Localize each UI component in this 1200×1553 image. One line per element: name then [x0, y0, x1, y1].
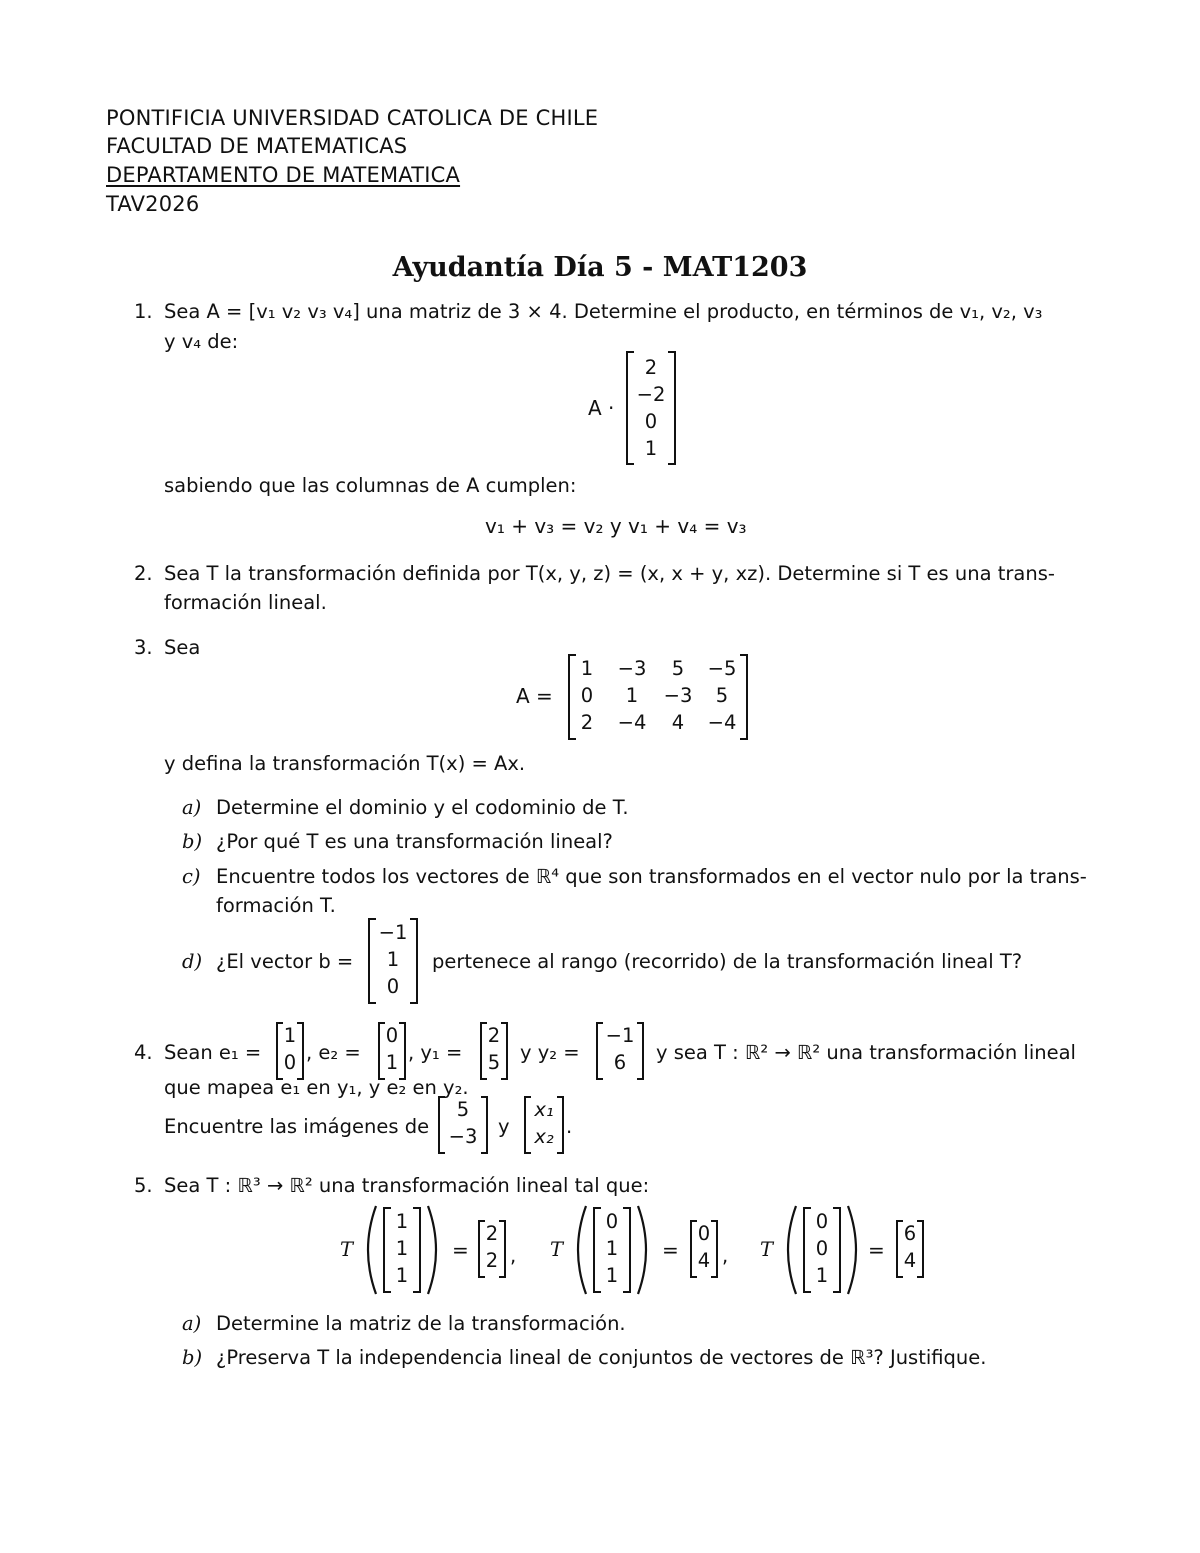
matrix-entry: x₁ [534, 1098, 554, 1121]
matrix-entry: 0 [580, 684, 594, 707]
matrix-entry: 4 [903, 1249, 917, 1272]
input-vector-3 [784, 1204, 860, 1296]
problem-4-number: 4. [134, 1041, 153, 1064]
problem-2-line1: Sea T la transformación definida por T(x, y, z) = (x, x + y, xz). Determine si T es una trans- [164, 562, 1055, 585]
problem-3-intro: Sea [164, 636, 201, 659]
problem-1-line2: y v₄ de: [164, 330, 239, 353]
matrix-entry: 1 [386, 948, 400, 971]
e2-vector [378, 1022, 406, 1080]
matrix-entry: −3 [617, 657, 647, 680]
item-3a-text: Determine el dominio y el codominio de T. [216, 796, 629, 819]
matrix-entry: 6 [903, 1222, 917, 1245]
problem-4-sean: Sean e₁ = [164, 1041, 262, 1064]
item-3b-text: ¿Por qué T es una transformación lineal? [216, 830, 613, 853]
item-5b-label: b) [182, 1346, 203, 1369]
matrix-entry: 2 [485, 1222, 499, 1245]
matrix-entry: 0 [644, 410, 658, 433]
matrix-entry: 2 [644, 356, 658, 379]
matrix-entry: 1 [605, 1237, 619, 1260]
matrix-entry: 0 [385, 1024, 399, 1047]
problem-4-line3: Encuentre las imágenes de [164, 1115, 430, 1138]
y2-vector [596, 1022, 644, 1080]
page-title: Ayudantía Día 5 - MAT1203 [392, 252, 808, 283]
problem-3-define: y defina la transformación T(x) = Ax. [164, 752, 526, 775]
input-vector-1 [364, 1204, 440, 1296]
matrix-entry: 2 [485, 1249, 499, 1272]
matrix-entry: 4 [697, 1249, 711, 1272]
problem-1-A-dot: A · [588, 396, 615, 420]
matrix-entry: 1 [580, 657, 594, 680]
matrix-entry: 1 [385, 1051, 399, 1074]
problem-4-tail: y sea T : ℝ² → ℝ² una transformación lineal [656, 1041, 1076, 1064]
problem-5-line1: Sea T : ℝ³ → ℝ² una transformación lineal tal que: [164, 1174, 650, 1197]
matrix-entry: 1 [625, 684, 639, 707]
image-vector-2 [524, 1096, 564, 1154]
matrix-entry: 5 [456, 1098, 470, 1121]
e2-label: , e₂ = [306, 1041, 361, 1064]
problem-2-number: 2. [134, 562, 153, 585]
y1-vector [480, 1022, 508, 1080]
item-3d-post: pertenece al rango (recorrido) de la transformación lineal T? [432, 950, 1023, 973]
matrix-entry: 0 [605, 1210, 619, 1233]
comma-1: , [510, 1244, 517, 1267]
matrix-entry: 1 [283, 1024, 297, 1047]
item-3c-text1: Encuentre todos los vectores de ℝ⁴ que son transformados en el vector nulo por la trans- [216, 865, 1087, 888]
comma-2: , [722, 1244, 729, 1267]
equals-1: = [452, 1238, 469, 1262]
matrix-entry: 0 [815, 1210, 829, 1233]
matrix-entry: 5 [671, 657, 685, 680]
matrix-entry: −5 [707, 657, 737, 680]
problem-5-number: 5. [134, 1174, 153, 1197]
problem-4-line2: que mapea e₁ en y₁, y e₂ en y₂. [164, 1076, 469, 1099]
matrix-entry: 5 [715, 684, 729, 707]
matrix-entry: −4 [617, 711, 647, 734]
problem-1-line3: sabiendo que las columnas de A cumplen: [164, 474, 577, 497]
item-5a-text: Determine la matriz de la transformación. [216, 1312, 626, 1335]
input-vector-2 [574, 1204, 650, 1296]
matrix-entry: 6 [613, 1051, 627, 1074]
matrix-entry: −4 [707, 711, 737, 734]
equals-3: = [868, 1238, 885, 1262]
image-vector-1 [438, 1096, 488, 1154]
university-name: PONTIFICIA UNIVERSIDAD CATOLICA DE CHILE [106, 106, 599, 130]
matrix-entry: −3 [448, 1125, 478, 1148]
problem-1-vector [626, 351, 676, 465]
item-3d-vector [368, 918, 418, 1004]
item-5b-text: ¿Preserva T la independencia lineal de conjuntos de vectores de ℝ³? Justifique. [216, 1346, 987, 1369]
problem-4-y-word: y [498, 1115, 510, 1138]
matrix-entry: 1 [644, 437, 658, 460]
output-vector-2 [690, 1220, 718, 1278]
matrix-entry: −1 [605, 1024, 635, 1047]
item-5a-label: a) [182, 1312, 202, 1335]
matrix-entry: 1 [395, 1210, 409, 1233]
matrix-entry: 1 [605, 1264, 619, 1287]
item-3d-label: d) [182, 950, 203, 973]
T-symbol-1: T [340, 1238, 354, 1261]
item-3c-text2: formación T. [216, 894, 336, 917]
output-vector-3 [896, 1220, 924, 1278]
problem-4-end: . [566, 1115, 573, 1138]
matrix-entry: 5 [487, 1051, 501, 1074]
equals-2: = [662, 1238, 679, 1262]
matrix-entry: 1 [815, 1264, 829, 1287]
y1-label: , y₁ = [408, 1041, 463, 1064]
matrix-entry: 0 [697, 1222, 711, 1245]
problem-3-A-eq: A = [516, 684, 553, 708]
y2-label: y y₂ = [520, 1041, 580, 1064]
item-3c-label: c) [182, 865, 201, 888]
T-symbol-2: T [550, 1238, 564, 1261]
matrix-entry: −1 [378, 921, 408, 944]
problem-2-line2: formación lineal. [164, 591, 327, 614]
matrix-entry: 0 [386, 975, 400, 998]
matrix-entry: 1 [395, 1237, 409, 1260]
matrix-entry: x₂ [534, 1125, 554, 1148]
problem-3-matrix [568, 654, 748, 740]
matrix-entry: 2 [580, 711, 594, 734]
matrix-entry: 4 [671, 711, 685, 734]
item-3a-label: a) [182, 796, 202, 819]
matrix-entry: 2 [487, 1024, 501, 1047]
matrix-entry: −3 [663, 684, 693, 707]
problem-3-number: 3. [134, 636, 153, 659]
matrix-entry: −2 [636, 383, 666, 406]
department-name: DEPARTAMENTO DE MATEMATICA [106, 163, 461, 187]
matrix-entry: 0 [283, 1051, 297, 1074]
e1-vector [276, 1022, 304, 1080]
item-3d-pre: ¿El vector b = [216, 950, 354, 973]
matrix-entry: 1 [395, 1264, 409, 1287]
matrix-entry: 0 [815, 1237, 829, 1260]
faculty-name: FACULTAD DE MATEMATICAS [106, 134, 408, 158]
problem-1-number: 1. [134, 300, 153, 323]
problem-1-condition: v₁ + v₃ = v₂ y v₁ + v₄ = v₃ [485, 514, 747, 538]
T-symbol-3: T [760, 1238, 774, 1261]
output-vector-1 [478, 1220, 506, 1278]
item-3b-label: b) [182, 830, 203, 853]
course-code: TAV2026 [106, 192, 200, 216]
problem-1-line1: Sea A = [v₁ v₂ v₃ v₄] una matriz de 3 × 4. Determine el producto, en términos de v₁, v₂, v₃ [164, 300, 1043, 323]
